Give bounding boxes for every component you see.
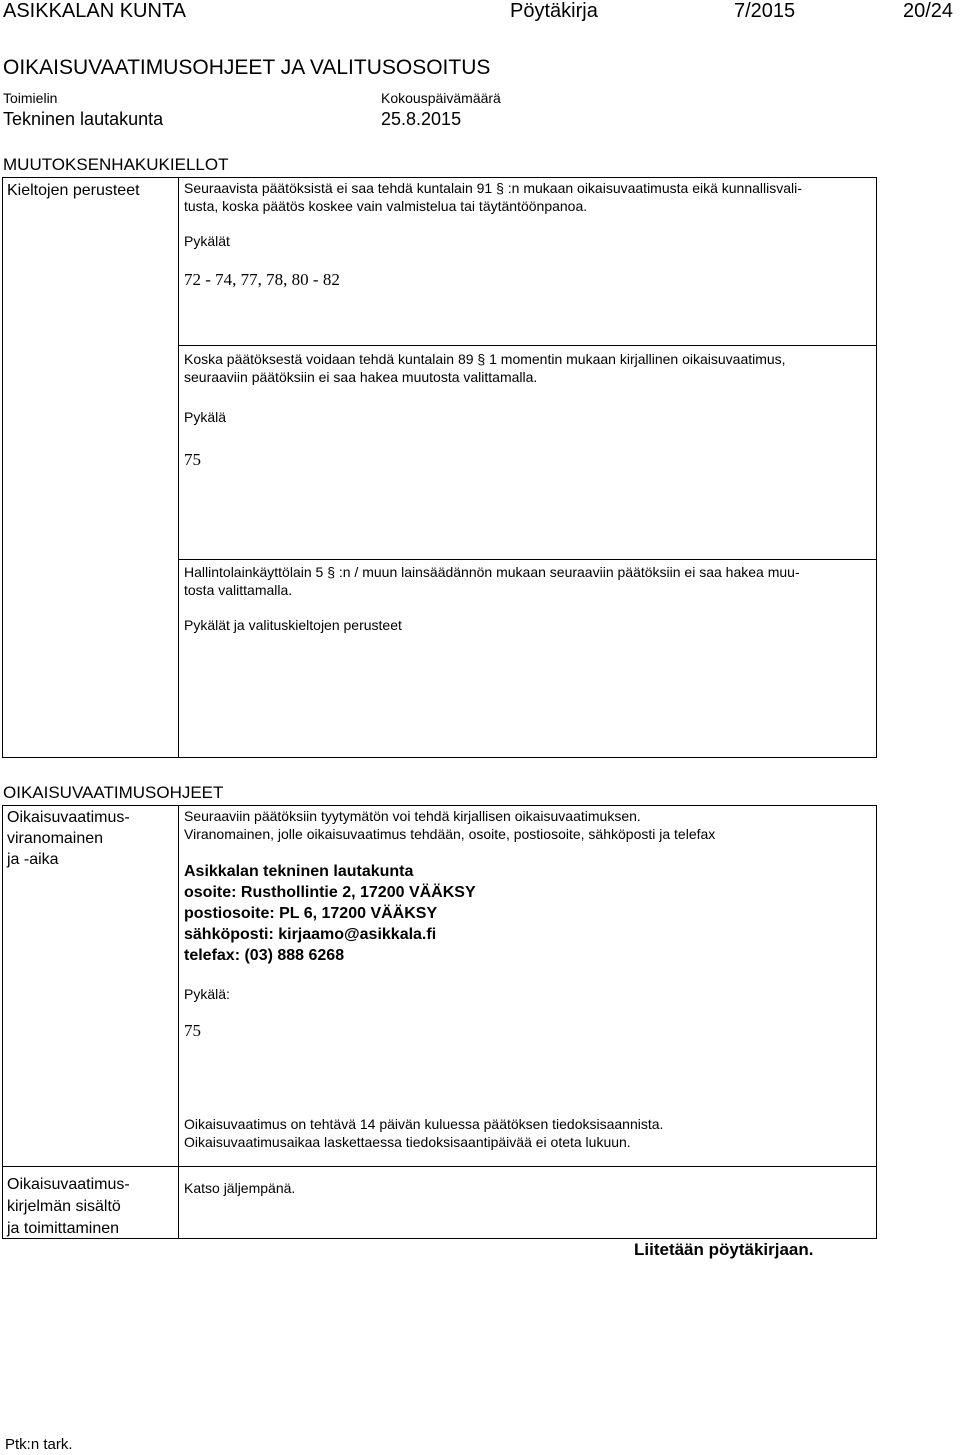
authority-label-line: viranomainen <box>7 830 104 847</box>
authority-label-line: Oikaisuvaatimus- <box>7 809 130 826</box>
authority-email: sähköposti: kirjaamo@asikkala.fi <box>184 926 437 943</box>
ban-text-line: Seuraavista päätöksistä ei saa tehdä kuntalain 91 § :n mukaan oikaisuvaatimusta eikä kunnallisvali- <box>184 180 802 196</box>
column-divider <box>178 177 179 758</box>
attach-note: Liitetään pöytäkirjaan. <box>634 1240 814 1259</box>
authority-postal: postiosoite: PL 6, 17200 VÄÄKSY <box>184 905 438 922</box>
ban-text-line: Hallintolainkäyttölain 5 § :n / muun lainsäädännön mukaan seuraaviin päätöksiin ei saa hakea muu- <box>184 564 800 580</box>
section-value: 75 <box>184 1021 201 1040</box>
column-divider <box>178 805 179 1239</box>
intro-line: Seuraaviin päätöksiin tyytymätön voi tehdä kirjallisen oikaisuvaatimuksen. <box>184 808 641 824</box>
authority-label-line: ja -aika <box>7 851 59 868</box>
intro-line: Viranomainen, jolle oikaisuvaatimus tehdään, osoite, postiosoite, sähköposti ja telefax <box>184 826 716 842</box>
deadline-line: Oikaisuvaatimus on tehtävä 14 päivän kuluessa päätöksen tiedoksisaannista. <box>184 1116 664 1132</box>
organ-value: Tekninen lautakunta <box>3 109 164 129</box>
ban-basis-label: Kieltojen perusteet <box>7 182 140 199</box>
section-label: Pykälä <box>184 409 227 425</box>
appeal-ban-table <box>2 177 877 758</box>
row-divider <box>178 345 877 346</box>
rectification-table <box>2 805 877 1239</box>
row-divider <box>178 559 877 560</box>
authority-address: osoite: Rusthollintie 2, 17200 VÄÄKSY <box>184 884 476 901</box>
municipality-name: ASIKKALAN KUNTA <box>3 0 187 22</box>
content-label-line: kirjelmän sisältö <box>7 1198 121 1215</box>
date-value: 25.8.2015 <box>381 109 462 129</box>
document-type: Pöytäkirja <box>510 0 598 22</box>
rectification-heading: OIKAISUVAATIMUSOHJEET <box>3 783 224 802</box>
appeal-ban-heading: MUUTOKSENHAKUKIELLOT <box>3 155 229 174</box>
sections-label: Pykälät <box>184 233 230 249</box>
ban-text-line: Koska päätöksestä voidaan tehdä kuntalain 89 § 1 momentin mukaan kirjallinen oikaisuvaatimus, <box>184 351 786 367</box>
minutes-number: 7/2015 <box>734 0 796 22</box>
sections-value: 72 - 74, 77, 78, 80 - 82 <box>184 270 340 289</box>
authority-name: Asikkalan tekninen lautakunta <box>184 863 414 880</box>
page-number: 20/24 <box>903 0 954 22</box>
section-label: Pykälä: <box>184 986 230 1002</box>
ban-text-line: seuraaviin päätöksiin ei saa hakea muutosta valittamalla. <box>184 369 538 385</box>
row-divider <box>2 1166 877 1167</box>
content-text: Katso jäljempänä. <box>184 1180 296 1196</box>
footer-checker: Ptk:n tark. <box>5 1436 73 1453</box>
content-label-line: Oikaisuvaatimus- <box>7 1176 130 1193</box>
organ-label: Toimielin <box>3 90 58 106</box>
section-value: 75 <box>184 450 201 469</box>
content-label-line: ja toimittaminen <box>7 1220 120 1237</box>
sections-basis-label: Pykälät ja valituskieltojen perusteet <box>184 617 402 633</box>
deadline-line: Oikaisuvaatimusaikaa laskettaessa tiedoksisaantipäivää ei oteta lukuun. <box>184 1134 631 1150</box>
page-title: OIKAISUVAATIMUSOHJEET JA VALITUSOSOITUS <box>3 56 491 79</box>
ban-text-line: tusta, koska päätös koskee vain valmistelua tai täytäntöönpanoa. <box>184 198 588 214</box>
ban-text-line: tosta valittamalla. <box>184 582 293 598</box>
authority-fax: telefax: (03) 888 6268 <box>184 947 345 964</box>
date-label: Kokouspäivämäärä <box>381 90 501 106</box>
